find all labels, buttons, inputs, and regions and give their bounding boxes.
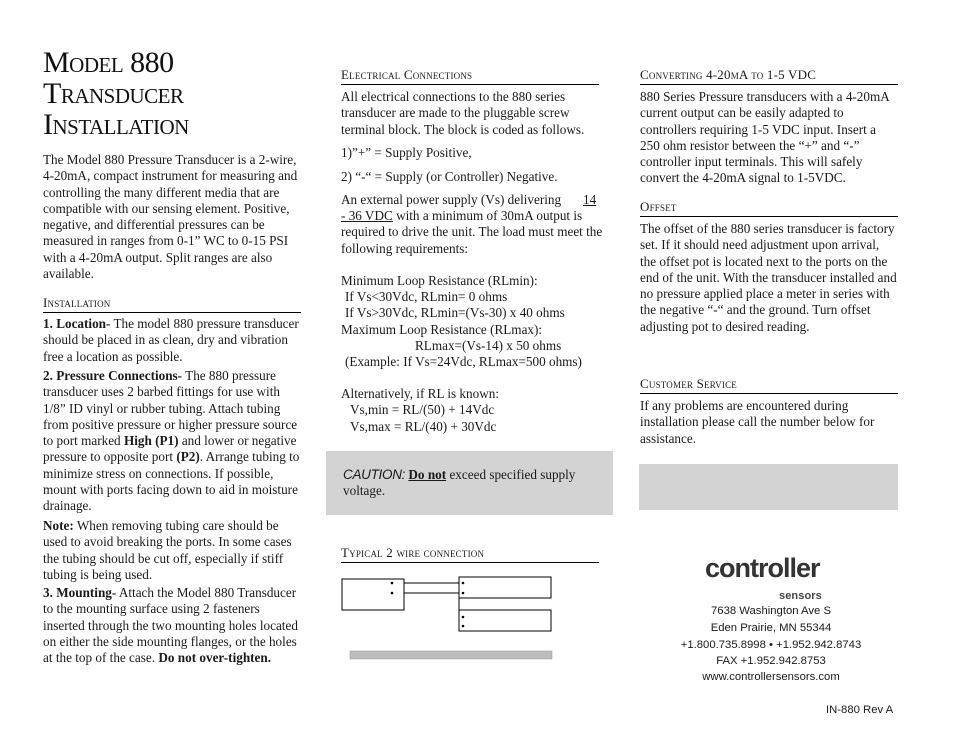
caution-message: exceed specified supply voltage. — [343, 467, 576, 499]
title-line-2: Transducer — [43, 77, 184, 110]
intro-paragraph: The Model 880 Pressure Transducer is a 2-wire, 4-20mA, compact instrument for measuring and controlling the many different media that are compatible with our sensing element. Positive, negative, and differential pressures can be measured in ranges from 0-1” WC to 0-15 PSI with a 4-20mA output. Split ranges are also available. — [43, 152, 298, 282]
vs-min-formula: Vs,min = RL/(50) + 14Vdc — [350, 402, 495, 417]
max-loop-example: (Example: If Vs=24Vdc, RLmax=500 ohms) — [345, 354, 582, 369]
min-loop-title: Minimum Loop Resistance (RLmin): — [341, 273, 538, 288]
supply-voltage-range: - 36 VDC — [341, 208, 393, 223]
installation-heading: Installation — [43, 295, 301, 313]
supply-plus-dot — [462, 582, 465, 585]
installation-note — [43, 518, 301, 583]
offset-text: The offset of the 880 series transducer is factory set. If it should need adjustment upon arrival, the offset pot is located next to the ports on the end of the unit. With the transducer installed and no pressure applied place a meter in series with the negative “-“ and the ground. Turn offset adjusting pot to desired reading. — [640, 221, 897, 334]
step-location-label: 1. Location- — [43, 316, 111, 331]
fax-number: FAX +1.952.942.8753 — [716, 655, 826, 667]
supply-requirements: with a minimum of 30mA output is required to drive the unit. The load must meet the following requirements: — [341, 208, 603, 256]
phone-numbers: +1.800.735.8998 • +1.952.942.8743 — [680, 639, 862, 651]
revision-label: IN-880 Rev A — [826, 704, 894, 716]
note-text: When removing tubing care should be used to avoid breaking the ports. In some cases the tubing should be cut off, especially if stiff tubing is being used. — [43, 518, 292, 582]
controller-block — [459, 610, 551, 631]
power-supply-block — [459, 577, 551, 598]
installation-step-pressure — [43, 368, 301, 515]
address-line-1: 7638 Washington Ave S — [711, 605, 831, 617]
min-loop-case-2: If Vs>30Vdc, RLmin=(Vs-30) x 40 ohms — [345, 305, 565, 320]
step-pressure-text-b: and lower or negative pressure to opposite port — [43, 433, 297, 465]
port-low-label: (P2) — [176, 449, 200, 465]
document-title — [43, 47, 303, 140]
step-mounting-text: Attach the Model 880 Transducer to the mounting surface using 2 fasteners inserted through the two mounting holes located on either the side mounting flanges, or the holes at the top of the case. — [43, 585, 298, 666]
caution-label: CAUTION: — [343, 467, 406, 482]
typical-connection-heading: Typical 2 wire connection — [341, 545, 599, 563]
service-gray-box — [639, 464, 898, 510]
terminal-plus-dot — [391, 582, 394, 585]
ground-rail — [350, 651, 552, 659]
vs-max-formula: Vs,max = RL/(40) + 30Vdc — [350, 419, 497, 434]
wiring-diagram — [340, 574, 555, 662]
max-loop-title: Maximum Loop Resistance (RLmax): — [341, 322, 543, 337]
website-link[interactable]: www.controllersensors.com — [702, 671, 840, 683]
customer-service-text: If any problems are encountered during installation please call the number below for assistance. — [640, 398, 875, 446]
supply-voltage-min: 14 — [583, 192, 597, 207]
port-high-label: High (P1) — [123, 433, 179, 449]
max-loop-formula: RLmax=(Vs-14) x 50 ohms — [415, 338, 562, 353]
supply-minus-dot — [462, 592, 465, 595]
terminal-plus: 1)”+” = Supply Positive, — [341, 145, 472, 160]
electrical-intro: All electrical connections to the 880 series transducer are made to the pluggable screw terminal block. The block is coded as follows. — [341, 89, 585, 137]
title-line-3: Installation — [43, 108, 189, 141]
company-logo-sub: sensors — [779, 590, 822, 602]
caution-text — [343, 467, 605, 500]
step-mounting-label: 3. Mounting- — [43, 585, 117, 600]
installation-step-mounting — [43, 585, 301, 666]
transducer-block — [342, 579, 404, 610]
address-line-2: Eden Prairie, MN 55344 — [710, 622, 832, 634]
step-pressure-text-c: . Arrange tubing to minimize stress on connections. If possible, mount with ports facing down to aid in moisture drainage. — [43, 449, 300, 514]
step-mounting-warning: Do not over-tighten. — [158, 650, 272, 666]
customer-service-heading: Customer Service — [640, 376, 898, 394]
offset-heading: Offset — [640, 199, 898, 217]
step-pressure-text-a: The 880 pressure transducer uses 2 barbed fittings for use with 1/8” ID vinyl or rubber tubing. Attach tubing from positive pressure or higher pressure source to port marked — [43, 368, 298, 449]
min-loop-case-1: If Vs<30Vdc, RLmin= 0 ohms — [345, 289, 508, 304]
title-line-1: Model 880 — [43, 46, 174, 79]
note-label: Note: — [43, 518, 74, 533]
supply-text-a: An external power supply (Vs) delivering — [341, 192, 562, 207]
controller-minus-dot — [462, 625, 465, 628]
converting-text: 880 Series Pressure transducers with a 4-20mA current output can be easily adapted to controllers requiring 1-5 VDC input. Insert a 250 ohm resistor between the “+” and “-” controller input terminals. This will safely convert the 4-20mA signal to 1-5VDC. — [640, 89, 890, 186]
caution-do-not: Do not — [408, 467, 447, 482]
terminal-minus-dot — [391, 592, 394, 595]
alternative-title: Alternatively, if RL is known: — [341, 386, 499, 401]
controller-plus-dot — [462, 616, 465, 619]
terminal-minus: 2) “-“ = Supply (or Controller) Negative. — [341, 169, 558, 184]
step-location-text: The model 880 pressure transducer should be placed in as clean, dry and vibration free a location as possible. — [43, 316, 299, 364]
installation-step-location — [43, 316, 301, 365]
company-logo: controller — [705, 553, 820, 583]
converting-heading: Converting 4-20mA to 1-5 VDC — [640, 67, 898, 85]
step-pressure-label: 2. Pressure Connections- — [43, 368, 183, 383]
electrical-heading: Electrical Connections — [341, 67, 599, 85]
supply-text-b — [341, 208, 603, 257]
